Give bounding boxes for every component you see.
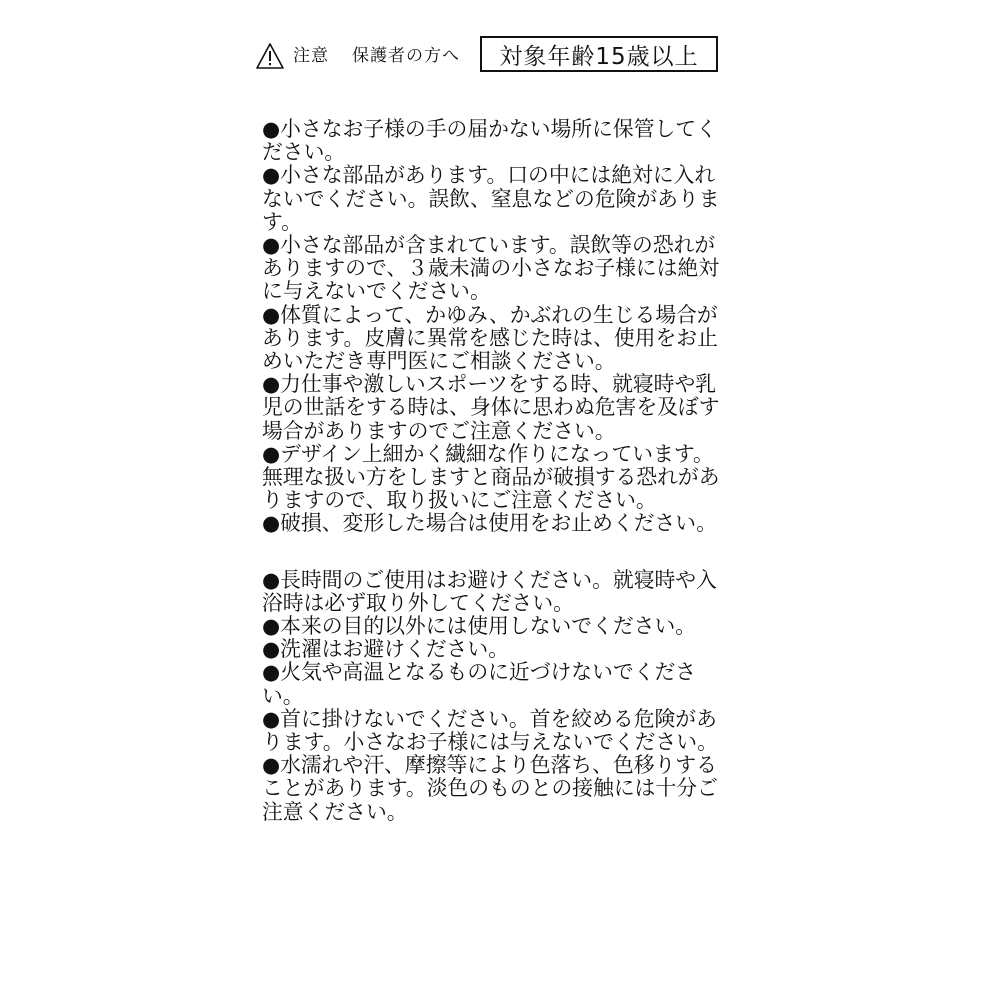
caution-item: ●小さな部品があります。口の中には絶対に入れないでください。誤飲、窒息などの危険があります。 (262, 163, 720, 234)
caution-item: ●破損、変形した場合は使用をお止めください。 (262, 511, 717, 536)
caution-item: ●小さなお子様の手の届かない場所に保管してください。 (262, 117, 717, 165)
caution-item: ●長時間のご使用はお避けください。就寝時や入浴時は必ず取り外してください。 (262, 567, 717, 615)
caution-item: ●水濡れや汗、摩擦等により色落ち、色移りすることがあります。淡色のものとの接触には十分ご注意ください。 (262, 753, 718, 824)
guardian-label: 保護者の方へ (352, 46, 460, 66)
caution-item: ●デザイン上細かく繊細な作りになっています。無理な扱い方をしますと商品が破損する恐れがありますので、取り扱いにご注意ください。 (262, 441, 720, 513)
section-spacer (262, 536, 732, 569)
age-rating-box (480, 36, 718, 72)
warning-header (255, 36, 725, 76)
caution-item: ●小さな部品が含まれています。誤飲等の恐れがありますので、３歳未満の小さなお子様には絶対に与えないでください。 (262, 233, 720, 304)
caution-item: ●洗濯はお避けください。 (262, 637, 509, 662)
caution-item: ●体質によって、かゆみ、かぶれの生じる場合があります。皮膚に異常を感じた時は、使用をお止めいただき専門医にご相談ください。 (262, 302, 718, 374)
caution-item: ●首に掛けないでください。首を絞める危険があります。小さなお子様には与えないでください。 (262, 706, 718, 755)
age-rating-label: 対象年齢15歳以上 (499, 43, 699, 70)
caution-text-block (262, 118, 732, 824)
caution-item: ●火気や高温となるものに近づけないでください。 (262, 660, 697, 708)
caution-label: 注意 (293, 46, 329, 66)
caution-item: ●本来の目的以外には使用しないでください。 (262, 614, 697, 639)
caution-item: ●力仕事や激しいスポーツをする時、就寝時や乳児の世話をする時は、身体に思わぬ危害を及ぼす場合がありますのでご注意ください。 (262, 372, 720, 443)
warning-triangle-icon (255, 42, 285, 70)
